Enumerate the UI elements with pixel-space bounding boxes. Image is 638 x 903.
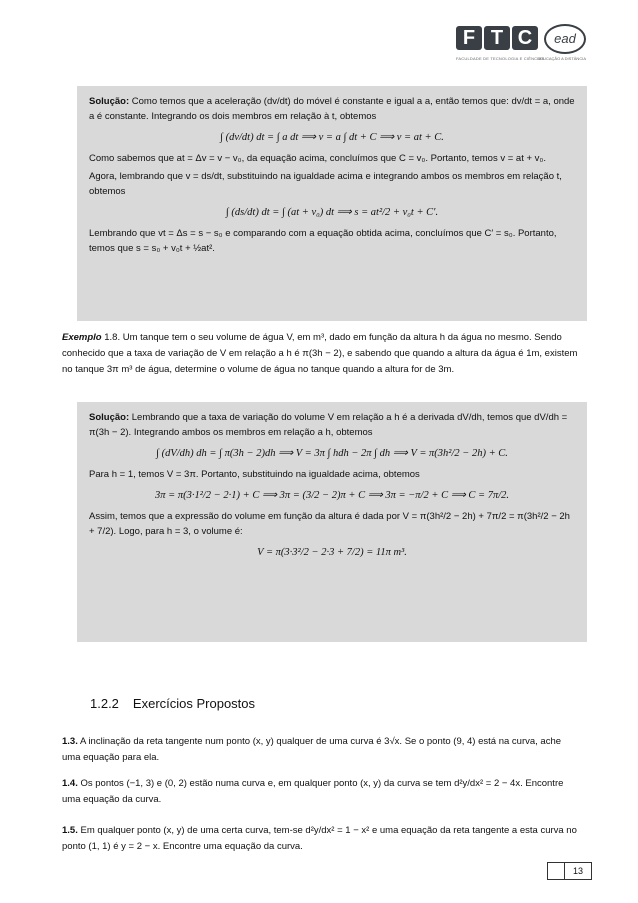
exercise-text: Em qualquer ponto (x, y) de uma certa curva, tem-se d²y/dx² = 1 − x² e uma equação da reta tangente a esta curva no ponto (1, 1) é y = 2 − x. Encontre uma equação da curva.	[62, 825, 577, 852]
ftc-ead-logo	[456, 20, 586, 78]
logo-subtitle-left: FACULDADE DE TECNOLOGIA E CIÊNCIAS	[456, 56, 545, 61]
solution2-paragraph-3: Assim, temos que a expressão do volume em função da altura é dada por V = π(3h²/2 − 2h) + 7π/2 = π(3h²/2 − 2h + 7/2). Logo, para h = 3, o volume é:	[89, 511, 570, 537]
exercise-number: 1.5.	[62, 825, 78, 836]
page-number: 13	[564, 862, 592, 880]
solution-box-1	[77, 86, 587, 321]
section-number: 1.2.2	[90, 696, 119, 711]
solution1-equation-1: ∫ (dv/dt) dt = ∫ a dt ⟹ v = a ∫ dt + C ⟹ v = at + C.	[220, 132, 444, 143]
solution2-label: Solução:	[89, 412, 130, 423]
solution2-equation-1: ∫ (dV/dh) dh = ∫ π(3h − 2)dh ⟹ V = 3π ∫ hdh − 2π ∫ dh ⟹ V = π(3h²/2 − 2h) + C.	[156, 448, 508, 459]
solution2-paragraph-1	[89, 410, 575, 440]
solution2-text-1: Lembrando que a taxa de variação do volume V em relação a h é a derivada dV/dh, temos que dV/dh = π(3h − 2). Integrando ambos os membros em relação a h, obtemos	[89, 412, 568, 438]
logo-letter-f: F	[456, 26, 482, 50]
exercise-1-5	[62, 823, 582, 855]
solution1-paragraph-3: Agora, lembrando que v = ds/dt, substituindo na igualdade acima e integrando ambos os membros em relação t, obtemos	[89, 171, 562, 197]
solution1-equation-2: ∫ (ds/dt) dt = ∫ (at + v₀) dt ⟹ s = at²/2 + v₀t + C′.	[225, 207, 439, 218]
solution2-equation-3: V = π(3·3²/2 − 2·3 + 7/2) = 11π m³.	[257, 547, 407, 558]
example-number: 1.8.	[104, 332, 121, 343]
logo-letter-c: C	[512, 26, 538, 50]
solution1-label: Solução:	[89, 96, 130, 107]
exercise-1-4	[62, 776, 582, 808]
solution2-equation-2: 3π = π(3·1²/2 − 2·1) + C ⟹ 3π = (3/2 − 2)π + C ⟹ 3π = −π/2 + C ⟹ C = 7π/2.	[154, 490, 510, 501]
solution1-text-1: Como temos que a aceleração (dv/dt) do móvel é constante e igual a a, então temos que: dv/dt = a, onde a é constante. Integrando os dois membros em relação à t, obtemos	[89, 96, 575, 122]
ead-logo: ead	[544, 24, 586, 54]
solution1-paragraph-2: Como sabemos que at = Δv = v − v₀, da equação acima, concluímos que C = v₀. Portanto, temos v = at + v₀.	[89, 153, 546, 164]
exercise-number: 1.3.	[62, 736, 78, 747]
section-heading	[90, 696, 269, 711]
example-text: Um tanque tem o seu volume de água V, em m³, dado em função da altura h da água no mesmo. Sendo conhecido que a taxa de variação de V em relação a h é π(3h − 2), e sabendo que quando a altura da água é 1m, existem no tanque 3π m³ de água, determine o volume de água no tanque quando a altura for de 3m.	[62, 332, 578, 375]
exercise-text: Os pontos (−1, 3) e (0, 2) estão numa curva e, em qualquer ponto (x, y) da curva se tem d²y/dx² = 2 − 4x. Encontre uma equação da curva.	[62, 778, 564, 805]
solution-box-2	[77, 402, 587, 642]
logo-subtitle-right: EDUCAÇÃO A DISTÂNCIA	[537, 56, 586, 61]
exercise-number: 1.4.	[62, 778, 78, 789]
solution1-paragraph-1	[89, 94, 575, 124]
section-title: Exercícios Propostos	[132, 696, 256, 711]
exercise-text: A inclinação da reta tangente num ponto (x, y) qualquer de uma curva é 3√x. Se o ponto (9, 4) está na curva, ache uma equação para ela.	[62, 736, 562, 763]
solution2-paragraph-2: Para h = 1, temos V = 3π. Portanto, substituindo na igualdade acima, obtemos	[89, 469, 420, 480]
ftc-logo	[456, 26, 538, 50]
exercise-1-3	[62, 734, 582, 766]
solution1-paragraph-4: Lembrando que vt = Δs = s − s₀ e comparando com a equação obtida acima, concluímos que C′ = s₀. Portanto, temos que s = s₀ + v₀t + ½at².	[89, 228, 557, 254]
example-label: Exemplo	[62, 332, 102, 343]
example-1-8	[62, 330, 582, 378]
logo-letter-t: T	[484, 26, 510, 50]
